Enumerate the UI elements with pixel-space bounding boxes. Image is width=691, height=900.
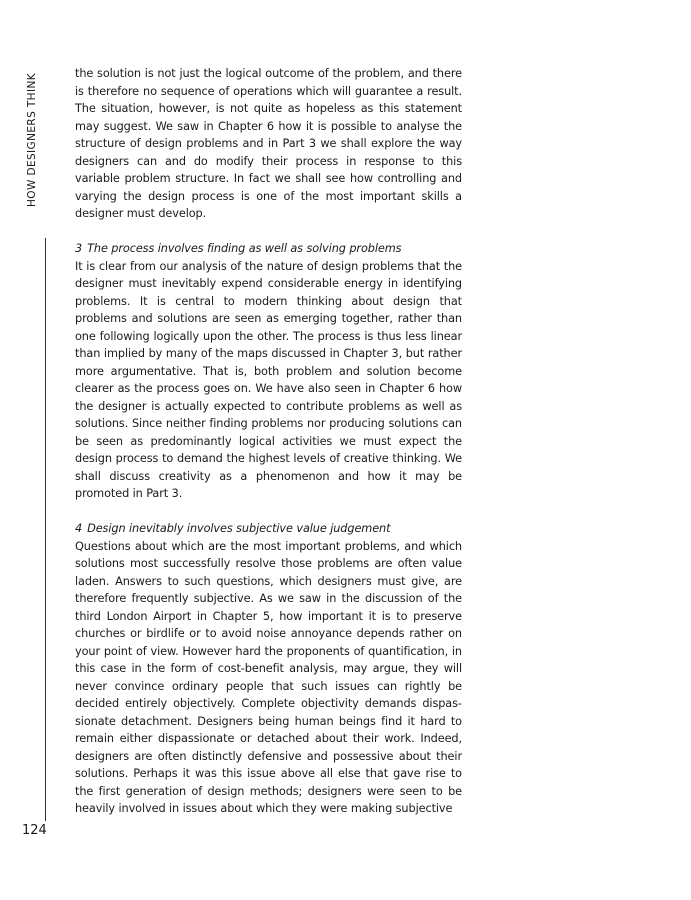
section-title-4: Design inevitably involves subjective value judgement (87, 522, 391, 535)
paragraph-intro: the solution is not just the logical outcome of the problem, and there is therefore no sequence of operations which will guarantee a result. The situation, however, is not quite as hopeless as this statement may suggest. We saw in Chapter 6 how it is possible to analyse the structure of design problems and in Part 3 we shall explore the way designers can and do modify their process in response to this variable problem structure. In fact we shall see how controlling and varying the design process is one of the most important skills a designer must develop. (75, 67, 462, 220)
side-rule (45, 238, 46, 821)
page-number: 124 (22, 823, 47, 838)
body-text (75, 65, 462, 818)
paragraph-section-3: It is clear from our analysis of the nature of design problems that the designer must inevitably expend considerable energy in identifying problems. It is central to modern thinking about design that problems and solutions are seen as emerging together, rather than one following logically upon the other. The process is thus less linear than implied by many of the maps discussed in Chapter 3, but rather more argumentative. That is, both problem and solution become clearer as the process goes on. We have also seen in Chapter 6 how the designer is actually expected to contribute problems as well as solutions. Since neither finding problems nor producing solutions can be seen as predominantly logical activities we must expect the design process to demand the highest levels of creative thinking. We shall discuss creativity as a phenomenon and how it may be promoted in Part 3. (75, 259, 462, 500)
section-number-4: 4 (75, 522, 83, 535)
section-title-3: The process involves finding as well as solving problems (87, 242, 402, 255)
running-head (22, 65, 42, 215)
section-heading-3 (75, 240, 462, 258)
paragraph-section-4: Questions about which are the most important problems, and which solutions most successfully resolve those problems are often value laden. Answers to such questions, which designers must give, are therefore frequently subjective. As we saw in the discussion of the third London Airport in Chapter 5, how important it is to preserve churches or birdlife or to avoid noise annoyance depends rather on your point of view. However hard the proponents of quantification, in this case in the form of cost-benefit analysis, may argue, they will never convince ordinary people that such issues can rightly be decided entirely objectively. Complete objectivity demands dispassionate detachment. Designers being human beings find it hard to remain either dispassionate or detached about their work. Indeed, designers are often distinctly defensive and possessive about their solutions. Perhaps it was this issue above all else that gave rise to the first generation of design methods; designers were seen to be heavily involved in issues about which they were making subjective (75, 539, 462, 815)
section-number-3: 3 (75, 242, 83, 255)
running-head-text: HOW DESIGNERS THINK (26, 72, 38, 208)
section-heading-4 (75, 520, 462, 538)
